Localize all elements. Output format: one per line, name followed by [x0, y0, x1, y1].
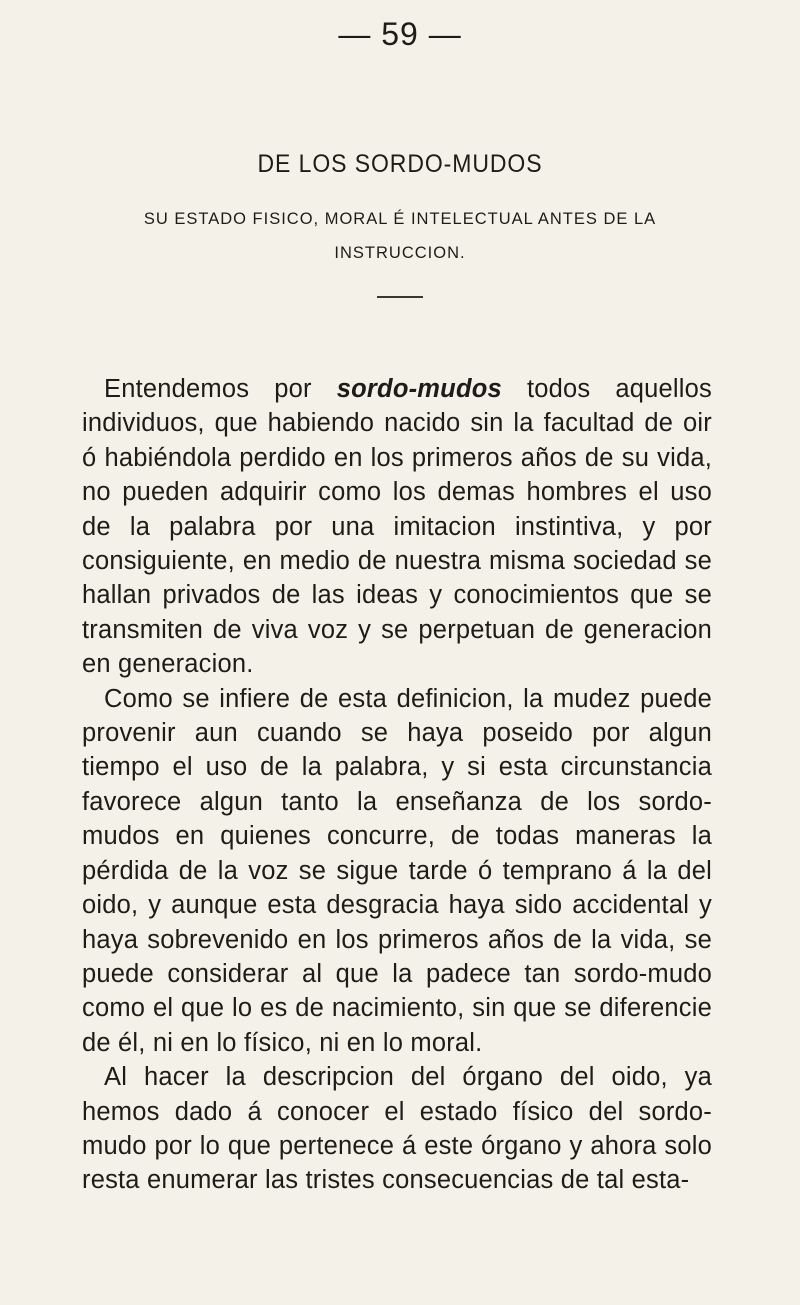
body-text — [82, 372, 712, 1198]
page-number: — 59 — — [338, 16, 462, 52]
paragraph-1 — [82, 372, 712, 682]
paragraph-2: Como se infiere de esta definicion, la mudez puede provenir aun cuando se haya poseido por algun tiempo el uso de la palabra, y si esta circunstancia favorece algun tanto la enseñanza de los sordo-mudos en quienes concurre, de todas maneras la pérdida de la voz se sigue tarde ó temprano á la del oido, y aunque esta desgracia haya sido accidental y haya sobrevenido en los primeros años de la vida, se puede considerar al que la padece tan sordo-mudo como el que lo es de nacimiento, sin que se diferencie de él, ni en lo físico, ni en lo moral. — [82, 684, 712, 1057]
section-divider — [377, 296, 423, 298]
paragraph-3: Al hacer la descripcion del órgano del oido, ya hemos dado á conocer el estado físico del sordo-mudo por lo que pertenece á este órgano y ahora solo resta enumerar las tristes consecuencias de tal esta- — [82, 1063, 712, 1195]
paragraph-1-rest: todos aquellos individuos, que habiendo nacido sin la facultad de oir ó habiéndola perdido en los primeros años de su vida, no pueden adquirir como los demas hombres el uso de la palabra por una imitacion instintiva, y por consiguiente, en medio de nuestra misma sociedad se hallan privados de las ideas y conocimientos que se transmiten de viva voz y se perpetuan de generacion en generacion. — [82, 375, 712, 679]
paragraph-1-start: Entendemos por — [104, 375, 337, 403]
chapter-title: DE LOS SORDO-MUDOS — [257, 150, 543, 178]
chapter-subtitle: SU ESTADO FISICO, MORAL É INTELECTUAL ANTES DE LA INSTRUCCION. — [143, 210, 657, 262]
italic-term: sordo-mudos — [336, 375, 502, 403]
